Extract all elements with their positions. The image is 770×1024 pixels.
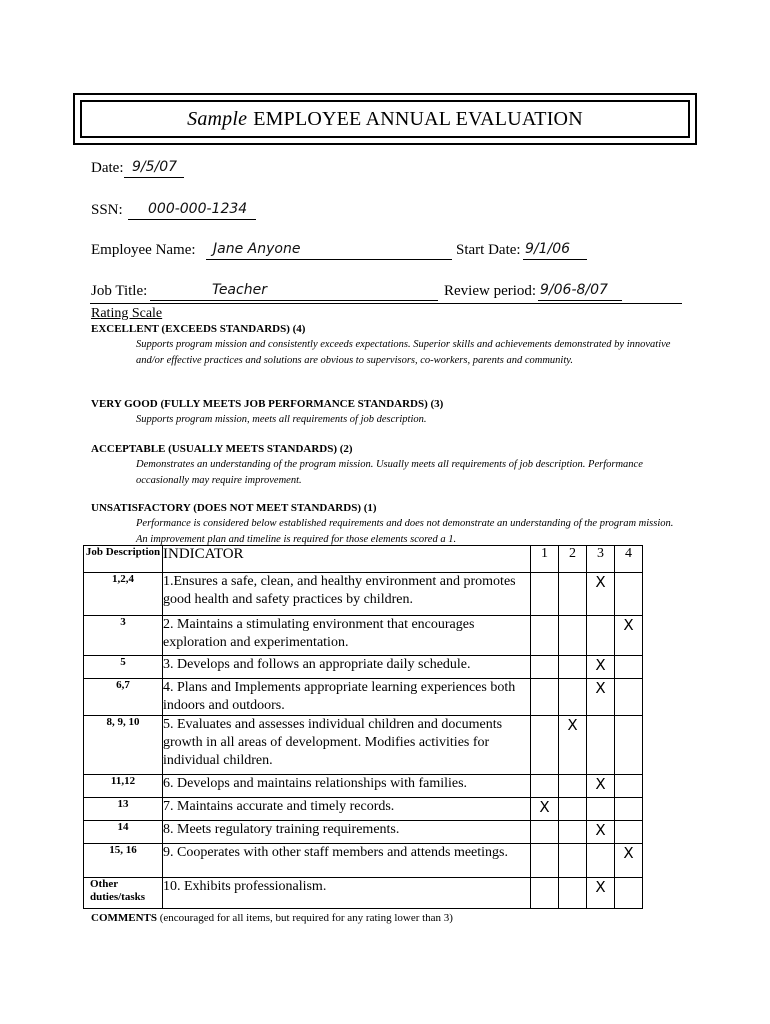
job-description-cell: 6,7 xyxy=(84,679,163,716)
rating-cell-3[interactable] xyxy=(587,616,615,656)
table-row xyxy=(84,821,643,844)
rating-cell-2[interactable] xyxy=(559,821,587,844)
indicator-cell: 3. Develops and follows an appropriate daily schedule. xyxy=(163,656,531,679)
check-mark: X xyxy=(595,878,606,896)
rating-cell-2[interactable] xyxy=(559,716,587,775)
indicator-cell: 6. Develops and maintains relationships with families. xyxy=(163,775,531,798)
job-description-cell: 14 xyxy=(84,821,163,844)
divider xyxy=(90,303,682,304)
comments-note: (encouraged for all items, but required for any rating lower than 3) xyxy=(159,912,453,924)
rating-cell-1[interactable] xyxy=(531,573,559,616)
job-description-cell: 5 xyxy=(84,656,163,679)
rating-cell-2[interactable] xyxy=(559,775,587,798)
rating-cell-3[interactable] xyxy=(587,573,615,616)
job-title-line xyxy=(150,300,438,301)
check-mark: X xyxy=(623,844,634,862)
rating-cell-1[interactable] xyxy=(531,656,559,679)
table-row xyxy=(84,679,643,716)
rating-cell-1[interactable] xyxy=(531,821,559,844)
job-description-cell: Other duties/tasks xyxy=(84,878,163,909)
rating-cell-3[interactable] xyxy=(587,821,615,844)
rating-cell-1[interactable] xyxy=(531,775,559,798)
review-period-value[interactable]: 9/06-8/07 xyxy=(540,282,608,298)
rating-cell-4[interactable] xyxy=(615,798,643,821)
check-mark: X xyxy=(595,775,606,793)
table-row xyxy=(84,878,643,909)
job-description-header: Job Description xyxy=(84,546,163,573)
rating-scale-heading: Rating Scale xyxy=(91,306,163,321)
evaluation-table xyxy=(83,545,643,909)
job-title-label: Job Title: xyxy=(91,283,148,299)
employee-name-value[interactable]: Jane Anyone xyxy=(213,241,301,257)
rating-cell-3[interactable] xyxy=(587,775,615,798)
title-main: EMPLOYEE ANNUAL EVALUATION xyxy=(253,107,583,130)
rating-cell-3[interactable] xyxy=(587,798,615,821)
date-value[interactable]: 9/5/07 xyxy=(132,159,178,175)
title-italic: Sample xyxy=(187,107,248,130)
date-line xyxy=(124,177,184,178)
start-date-value[interactable]: 9/1/06 xyxy=(525,241,571,257)
rating-cell-2[interactable] xyxy=(559,798,587,821)
check-mark: X xyxy=(595,679,606,697)
rating-cell-2[interactable] xyxy=(559,573,587,616)
rating-cell-4[interactable] xyxy=(615,679,643,716)
indicator-cell: 9. Cooperates with other staff members and attends meetings. xyxy=(163,844,531,878)
rating-desc-excellent: Supports program mission and consistently exceeds expectations. Superior skills and achievements demonstrated by innovative and/or effective practices and solutions are obvious to supervisors, co-workers, parents and community. xyxy=(136,339,671,366)
rating-cell-1[interactable] xyxy=(531,844,559,878)
rating-cell-4[interactable] xyxy=(615,616,643,656)
job-description-cell: 1,2,4 xyxy=(84,573,163,616)
review-period-label: Review period: xyxy=(444,283,537,299)
table-row xyxy=(84,844,643,878)
check-mark: X xyxy=(595,573,606,591)
indicator-cell: 4. Plans and Implements appropriate learning experiences both indoors and outdoors. xyxy=(163,679,531,716)
page-title xyxy=(80,100,690,138)
check-mark: X xyxy=(539,798,550,816)
rating-cell-4[interactable] xyxy=(615,656,643,679)
rating-cell-4[interactable] xyxy=(615,878,643,909)
rating-cell-3[interactable] xyxy=(587,844,615,878)
job-description-cell: 13 xyxy=(84,798,163,821)
rating-cell-4[interactable] xyxy=(615,775,643,798)
rating-cell-2[interactable] xyxy=(559,878,587,909)
employee-name-line xyxy=(206,259,452,260)
rating-cell-2[interactable] xyxy=(559,616,587,656)
comments-line xyxy=(91,912,453,924)
rating-cell-4[interactable] xyxy=(615,821,643,844)
ssn-value[interactable]: 000-000-1234 xyxy=(148,201,248,217)
job-description-cell: 11,12 xyxy=(84,775,163,798)
rating-cell-3[interactable] xyxy=(587,679,615,716)
employee-name-label: Employee Name: xyxy=(91,242,196,258)
rating-cell-1[interactable] xyxy=(531,679,559,716)
rating-cell-2[interactable] xyxy=(559,679,587,716)
rating-cell-4[interactable] xyxy=(615,573,643,616)
indicator-cell: 2. Maintains a stimulating environment that encourages exploration and experimentation. xyxy=(163,616,531,656)
ssn-label: SSN: xyxy=(91,202,123,218)
indicator-cell: 10. Exhibits professionalism. xyxy=(163,878,531,909)
table-row xyxy=(84,656,643,679)
rating-cell-1[interactable] xyxy=(531,798,559,821)
rating-cell-4[interactable] xyxy=(615,716,643,775)
check-mark: X xyxy=(623,616,634,634)
check-mark: X xyxy=(567,716,578,734)
check-mark: X xyxy=(595,656,606,674)
indicator-cell: 7. Maintains accurate and timely records. xyxy=(163,798,531,821)
table-header-row xyxy=(84,546,643,573)
table-row xyxy=(84,775,643,798)
rating-cell-1[interactable] xyxy=(531,616,559,656)
indicator-cell: 1.Ensures a safe, clean, and healthy environment and promotes good health and safety practices by children. xyxy=(163,573,531,616)
rating-cell-3[interactable] xyxy=(587,716,615,775)
table-row xyxy=(84,798,643,821)
job-description-cell: 8, 9, 10 xyxy=(84,716,163,775)
rating-cell-4[interactable] xyxy=(615,844,643,878)
date-label: Date: xyxy=(91,160,124,176)
rating-cell-1[interactable] xyxy=(531,878,559,909)
rating-col-1-header: 1 xyxy=(531,546,559,573)
rating-level-unsatisfactory: UNSATISFACTORY (DOES NOT MEET STANDARDS) (1) xyxy=(91,502,377,514)
rating-col-2-header: 2 xyxy=(559,546,587,573)
table-row xyxy=(84,616,643,656)
rating-cell-3[interactable] xyxy=(587,878,615,909)
rating-desc-unsatisfactory: Performance is considered below established requirements and does not demonstrate an understanding of the program mission. An improvement plan and timeline is required for those elements scored a 1. xyxy=(136,518,674,545)
job-title-value[interactable]: Teacher xyxy=(212,282,267,298)
rating-desc-acceptable: Demonstrates an understanding of the program mission. Usually meets all requirements of job description. Performance occasionally may require improvement. xyxy=(136,459,643,486)
rating-desc-very-good: Supports program mission, meets all requirements of job description. xyxy=(136,414,427,425)
ssn-line xyxy=(128,219,256,220)
indicator-cell: 8. Meets regulatory training requirements. xyxy=(163,821,531,844)
rating-col-4-header: 4 xyxy=(615,546,643,573)
rating-col-3-header: 3 xyxy=(587,546,615,573)
check-mark: X xyxy=(595,821,606,839)
comments-label: COMMENTS xyxy=(91,912,157,924)
job-description-cell: 15, 16 xyxy=(84,844,163,878)
job-description-cell: 3 xyxy=(84,616,163,656)
indicator-header: INDICATOR xyxy=(163,546,531,573)
rating-level-acceptable: ACCEPTABLE (USUALLY MEETS STANDARDS) (2) xyxy=(91,443,353,455)
rating-cell-3[interactable] xyxy=(587,656,615,679)
rating-level-excellent: EXCELLENT (EXCEEDS STANDARDS) (4) xyxy=(91,323,306,335)
indicator-cell: 5. Evaluates and assesses individual children and documents growth in all areas of development. Modifies activities for individual children. xyxy=(163,716,531,775)
start-date-line xyxy=(523,259,587,260)
rating-cell-2[interactable] xyxy=(559,656,587,679)
table-row xyxy=(84,573,643,616)
table-row xyxy=(84,716,643,775)
rating-cell-1[interactable] xyxy=(531,716,559,775)
review-period-line xyxy=(538,300,622,301)
rating-level-very-good: VERY GOOD (FULLY MEETS JOB PERFORMANCE STANDARDS) (3) xyxy=(91,398,444,410)
rating-cell-2[interactable] xyxy=(559,844,587,878)
start-date-label: Start Date: xyxy=(456,242,521,258)
